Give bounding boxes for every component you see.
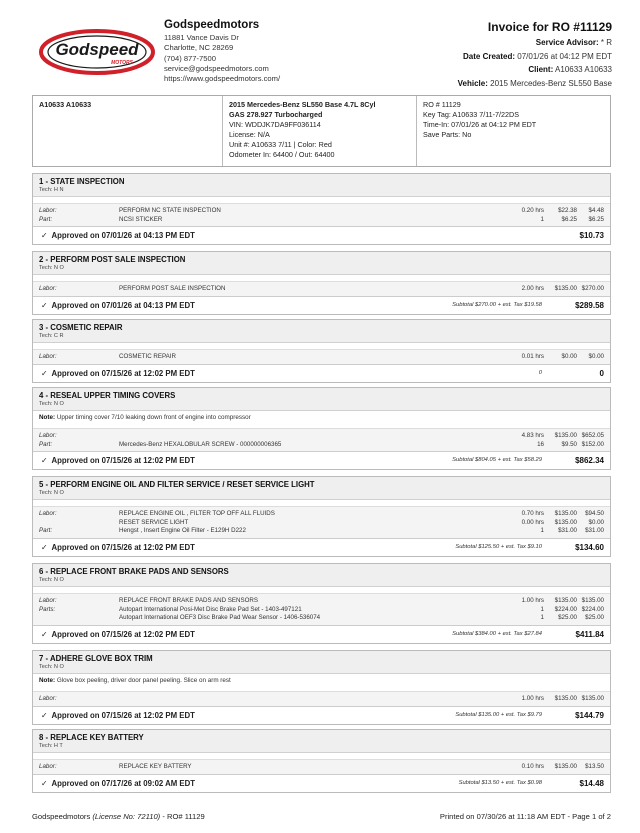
- line-amount: $0.00: [588, 353, 604, 360]
- job-note: Note: Upper timing cover 7/10 leaking down front of engine into compressor: [39, 414, 251, 421]
- job-footer: [33, 296, 610, 314]
- company-phone: (704) 877-7500: [164, 53, 216, 63]
- line-quantity: 2.00 hrs: [521, 285, 544, 292]
- line-amount: $25.00: [585, 614, 604, 622]
- job-footer: [33, 226, 610, 244]
- vehicle-desc-2: GAS 278.927 Turbocharged: [229, 110, 323, 119]
- job-header: [33, 477, 610, 500]
- job-header: [33, 651, 610, 674]
- job-title: 6 - REPLACE FRONT BRAKE PADS AND SENSORS: [39, 567, 229, 576]
- line-quantity: 1.00 hrs: [521, 597, 544, 604]
- line-description: NCSI STICKER: [119, 215, 163, 223]
- line-type: Labor:: [39, 695, 57, 702]
- company-name: Godspeedmotors: [164, 19, 260, 31]
- line-description: Autopart International Posi-Met Disc Brake Pad Set - 1403-497121: [119, 605, 302, 613]
- vehicle-info-box: [32, 95, 611, 167]
- invoice-header: [32, 16, 612, 96]
- line-type: Parts:: [39, 605, 56, 613]
- job-title: 3 - COSMETIC REPAIR: [39, 323, 123, 332]
- unit-color: Unit #: A10633 7/11 | Color: Red: [229, 140, 332, 149]
- job-tech: Tech: H T: [39, 743, 63, 749]
- approval-status: ✓ Approved on 07/17/26 at 09:02 AM EDT: [41, 778, 196, 788]
- line-amount: $135.00: [581, 597, 604, 604]
- vehicle-desc-1: 2015 Mercedes-Benz SL550 Base 4.7L 8Cyl: [229, 100, 376, 109]
- job-header: [33, 252, 610, 275]
- job-lines: [33, 506, 610, 538]
- line-type: Labor:: [39, 353, 57, 360]
- key-tag: Key Tag: A10633 7/11-7/22DS: [423, 110, 520, 119]
- line-type: Part:: [39, 440, 53, 448]
- line-rate: $135.00: [554, 510, 577, 517]
- line-item: [33, 763, 610, 772]
- approval-status: ✓ Approved on 07/15/26 at 12:02 PM EDT: [41, 629, 195, 639]
- line-description: COSMETIC REPAIR: [119, 353, 176, 360]
- logo-text: Godspeed: [55, 40, 139, 59]
- customer-name: A10633 A10633: [39, 100, 92, 109]
- line-rate: $135.00: [554, 763, 577, 770]
- job-total: $411.84: [575, 629, 604, 639]
- job-subtotal: 0: [538, 369, 542, 376]
- job-header: [33, 564, 610, 587]
- job-footer: [33, 625, 610, 643]
- line-item: [33, 614, 610, 623]
- line-amount: $6.25: [588, 215, 604, 223]
- line-quantity: 4.83 hrs: [521, 432, 544, 439]
- job-title: 7 - ADHERE GLOVE BOX TRIM: [39, 654, 153, 663]
- job-section: [32, 387, 611, 470]
- check-icon: ✓: [41, 231, 48, 241]
- line-rate: $135.00: [554, 432, 577, 439]
- line-item: [33, 207, 610, 216]
- job-header: [33, 174, 610, 197]
- odometer: Odometer In: 64400 / Out: 64400: [229, 150, 335, 159]
- job-lines: [33, 203, 610, 226]
- line-quantity: 1: [540, 527, 544, 535]
- check-icon: ✓: [41, 778, 48, 788]
- line-amount: $270.00: [581, 285, 604, 292]
- line-description: PERFORM NC STATE INSPECTION: [119, 207, 221, 214]
- job-total: $862.34: [575, 456, 604, 466]
- client: Client: A10633 A10633: [528, 65, 612, 75]
- job-subtotal: Subtotal $804.05 + est. Tax $58.29: [452, 457, 542, 464]
- footer-printed: Printed on 07/30/26 at 11:18 AM EDT - Page 1 of 2: [439, 812, 611, 821]
- line-type: Labor:: [39, 432, 57, 439]
- line-description: Hengst , Insert Engine Oil Filter - E129H D222: [119, 527, 246, 535]
- line-rate: $135.00: [554, 597, 577, 604]
- line-quantity: 1: [540, 605, 544, 613]
- customer-column: [33, 96, 223, 166]
- line-quantity: 16: [537, 440, 544, 448]
- line-description: PERFORM POST SALE INSPECTION: [119, 285, 226, 292]
- vehicle-column: [223, 96, 417, 166]
- footer-left: Godspeedmotors (License No: 72110) - RO# 11129: [32, 812, 205, 821]
- line-type: Labor:: [39, 763, 57, 770]
- check-icon: ✓: [41, 368, 48, 378]
- company-address-1: 11881 Vance Davis Dr: [164, 33, 239, 42]
- line-item: [33, 216, 610, 225]
- approval-status: ✓ Approved on 07/15/26 at 12:02 PM EDT: [41, 368, 195, 378]
- job-footer: [33, 774, 610, 792]
- vin: VIN: WDDJK7DA9FF036114: [229, 120, 321, 129]
- approval-status: ✓ Approved on 07/15/26 at 12:02 PM EDT: [41, 456, 195, 466]
- line-item: [33, 441, 610, 450]
- approval-status: ✓ Approved on 07/15/26 at 12:02 PM EDT: [41, 710, 195, 720]
- job-header: [33, 388, 610, 411]
- job-lines: [33, 428, 610, 451]
- job-lines: [33, 593, 610, 625]
- job-title: 2 - PERFORM POST SALE INSPECTION: [39, 255, 186, 264]
- line-amount: $652.05: [581, 432, 604, 439]
- ro-number: RO # 11129: [423, 100, 461, 109]
- line-type: Labor:: [39, 597, 57, 604]
- job-footer: [33, 538, 610, 556]
- job-tech: Tech: N O: [39, 577, 64, 583]
- job-section: [32, 729, 611, 793]
- job-tech: Tech: N O: [39, 490, 64, 496]
- company-address-2: Charlotte, NC 28269: [164, 43, 234, 53]
- job-subtotal: Subtotal $135.00 + est. Tax $9.79: [455, 711, 542, 718]
- line-type: Part:: [39, 215, 53, 223]
- job-title: 4 - RESEAL UPPER TIMING COVERS: [39, 391, 176, 400]
- line-type: Labor:: [39, 285, 57, 292]
- line-rate: $0.00: [561, 353, 577, 360]
- line-type: Part:: [39, 527, 53, 535]
- check-icon: ✓: [41, 542, 48, 552]
- job-tech: Tech: N O: [39, 664, 64, 670]
- job-section: [32, 251, 611, 315]
- line-amount: $224.00: [581, 605, 604, 613]
- job-tech: Tech: N O: [39, 401, 64, 407]
- job-total: 0: [599, 368, 604, 378]
- check-icon: ✓: [41, 456, 48, 466]
- job-header: [33, 320, 610, 343]
- line-rate: $135.00: [554, 695, 577, 702]
- line-amount: $4.48: [588, 207, 604, 214]
- line-amount: $152.00: [581, 440, 604, 448]
- line-description: Mercedes-Benz HEXALOBULAR SCREW - 000000006365: [119, 440, 282, 448]
- job-header: [33, 730, 610, 753]
- invoice-summary: [458, 19, 612, 90]
- line-description: REPLACE KEY BATTERY: [119, 763, 192, 770]
- job-footer: [33, 451, 610, 469]
- line-amount: $31.00: [585, 527, 604, 535]
- approval-status: ✓ Approved on 07/01/26 at 04:13 PM EDT: [41, 231, 195, 241]
- job-section: [32, 563, 611, 644]
- line-item: [33, 695, 610, 704]
- line-description: RESET SERVICE LIGHT: [119, 518, 189, 526]
- line-quantity: 1: [540, 614, 544, 622]
- service-advisor: Service Advisor: * R: [535, 38, 612, 47]
- line-rate: $25.00: [558, 614, 577, 622]
- license: License: N/A: [229, 130, 270, 139]
- job-lines: [33, 759, 610, 774]
- job-lines: [33, 691, 610, 706]
- company-info: [164, 18, 280, 84]
- approval-status: ✓ Approved on 07/01/26 at 04:13 PM EDT: [41, 300, 195, 310]
- job-total: $144.79: [575, 710, 604, 720]
- job-lines: [33, 281, 610, 296]
- job-subtotal: Subtotal $384.00 + est. Tax $27.84: [452, 630, 542, 637]
- job-lines: [33, 349, 610, 364]
- line-item: [33, 510, 610, 519]
- company-website[interactable]: https://www.godspeedmotors.com/: [164, 74, 281, 84]
- job-footer: [33, 706, 610, 724]
- godspeed-logo: [38, 28, 156, 76]
- line-type: Labor:: [39, 207, 57, 214]
- job-total: $134.60: [575, 542, 604, 552]
- line-rate: $22.38: [558, 207, 577, 214]
- job-note: Note: Glove box peeling, driver door panel peeling. Slice on arm rest: [39, 677, 231, 684]
- job-total: $10.73: [579, 231, 604, 241]
- job-total: $289.58: [575, 300, 604, 310]
- line-rate: $31.00: [558, 527, 577, 535]
- job-section: [32, 173, 611, 245]
- vehicle: Vehicle: 2015 Mercedes-Benz SL550 Base: [457, 78, 612, 88]
- check-icon: ✓: [41, 629, 48, 639]
- line-type: Labor:: [39, 510, 57, 517]
- company-email[interactable]: service@godspeedmotors.com: [164, 63, 269, 73]
- line-quantity: 0.00 hrs: [521, 518, 544, 526]
- job-tech: Tech: H N: [39, 187, 64, 193]
- job-title: 5 - PERFORM ENGINE OIL AND FILTER SERVICE / RESET SERVICE LIGHT: [39, 480, 315, 489]
- check-icon: ✓: [41, 300, 48, 310]
- save-parts: Save Parts: No: [423, 130, 472, 139]
- line-rate: $224.00: [554, 605, 577, 613]
- job-subtotal: Subtotal $270.00 + est. Tax $19.58: [452, 301, 542, 308]
- line-amount: $13.50: [585, 763, 604, 770]
- line-item: [33, 353, 610, 362]
- invoice-title: Invoice for RO #11129: [487, 20, 612, 34]
- line-amount: $135.00: [581, 695, 604, 702]
- job-subtotal: Subtotal $13.50 + est. Tax $0.98: [458, 779, 542, 786]
- line-description: REPLACE FRONT BRAKE PADS AND SENSORS: [119, 597, 259, 604]
- job-total: $14.48: [579, 778, 604, 788]
- line-item: [33, 527, 610, 536]
- job-section: [32, 319, 611, 383]
- line-rate: $135.00: [554, 285, 577, 292]
- line-quantity: 1.00 hrs: [521, 695, 544, 702]
- job-footer: [33, 364, 610, 382]
- line-item: [33, 597, 610, 606]
- line-item: [33, 285, 610, 294]
- line-description: REPLACE ENGINE OIL , FILTER TOP OFF ALL FLUIDS: [119, 510, 275, 517]
- logo-subtext: MOTORS: [111, 60, 133, 66]
- job-tech: Tech: N O: [39, 265, 64, 271]
- line-rate: $135.00: [554, 518, 577, 526]
- line-item: [33, 606, 610, 615]
- line-quantity: 0.20 hrs: [521, 207, 544, 214]
- check-icon: ✓: [41, 710, 48, 720]
- line-quantity: 0.70 hrs: [521, 510, 544, 517]
- line-rate: $9.50: [561, 440, 577, 448]
- approval-status: ✓ Approved on 07/15/26 at 12:02 PM EDT: [41, 542, 195, 552]
- line-description: Autopart International OEF3 Disc Brake Pad Wear Sensor - 1406-536074: [119, 614, 321, 622]
- job-section: [32, 650, 611, 725]
- line-quantity: 1: [540, 215, 544, 223]
- job-tech: Tech: C R: [39, 333, 64, 339]
- job-title: 8 - REPLACE KEY BATTERY: [39, 733, 144, 742]
- time-in: Time-In: 07/01/26 at 04:12 PM EDT: [423, 120, 537, 129]
- ro-column: [417, 96, 610, 166]
- line-rate: $6.25: [561, 215, 577, 223]
- job-title: 1 - STATE INSPECTION: [39, 177, 125, 186]
- line-quantity: 0.01 hrs: [521, 353, 544, 360]
- line-amount: $0.00: [588, 518, 604, 526]
- job-subtotal: Subtotal $125.50 + est. Tax $9.10: [455, 543, 542, 550]
- date-created: Date Created: 07/01/26 at 04:12 PM EDT: [463, 51, 612, 61]
- line-item: [33, 432, 610, 441]
- job-section: [32, 476, 611, 557]
- line-amount: $94.50: [585, 510, 604, 517]
- line-item: [33, 519, 610, 528]
- line-quantity: 0.10 hrs: [521, 763, 544, 770]
